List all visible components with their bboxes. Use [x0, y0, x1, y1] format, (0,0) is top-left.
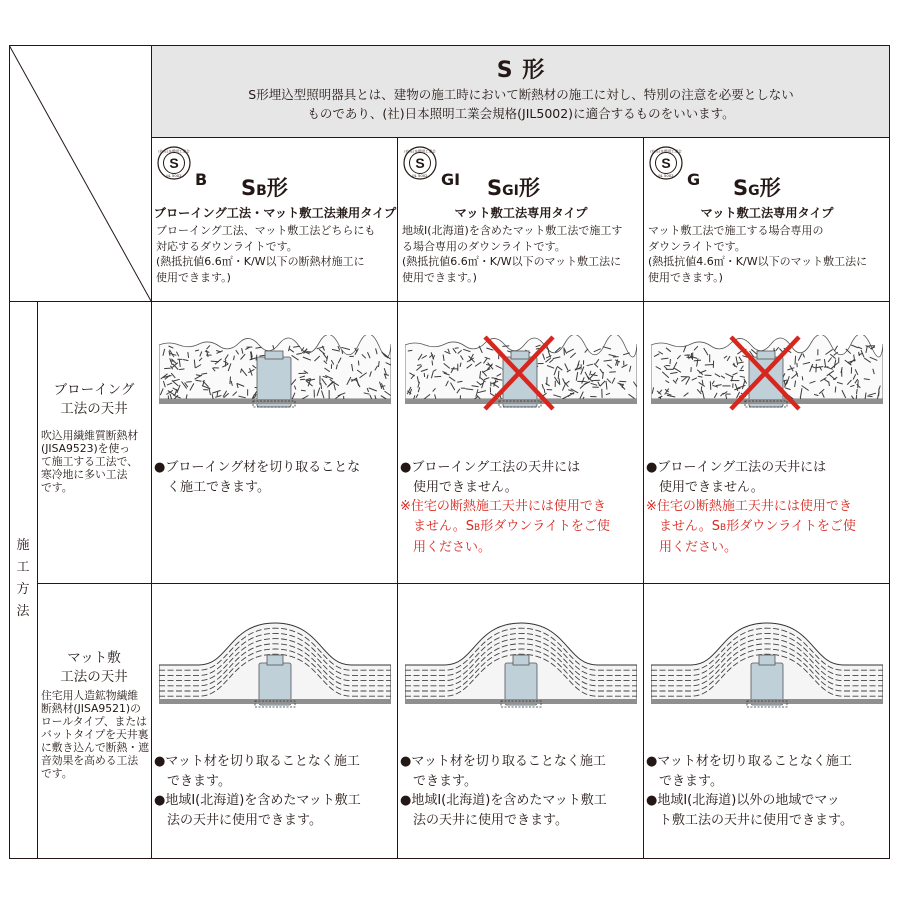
- corner-diagonal: [9, 45, 152, 302]
- svg-text:(社)日本照明工業会: (社)日本照明工業会: [650, 149, 682, 154]
- mat-result-text: ●マット材を切り取ることなく施工 できます。 ●地域Ⅰ(北海道)を含めたマット敷工 法の天井に使用できます。: [154, 754, 361, 828]
- mark-suffix: GI: [441, 170, 461, 189]
- type-title-sg: SG形: [733, 176, 781, 200]
- svg-text:(社)日本照明工業会: (社)日本照明工業会: [404, 149, 436, 154]
- mat-result-text: ●マット材を切り取ることなく施工 できます。 ●地域Ⅰ(北海道)を含めたマット敷工 法の天井に使用できます。: [400, 754, 607, 828]
- blowing-illustration: [651, 335, 883, 419]
- type-description: ブローイング工法、マット敷工法どちらにも 対応するダウンライトです。 (熱抵抗値6.6㎡・K/W以下の断熱材施工に 使用できます。): [156, 224, 376, 284]
- blowing-illustration: [159, 335, 391, 419]
- type-subtitle: マット敷工法専用タイプ: [454, 206, 588, 220]
- s-mark-icon: [403, 146, 437, 180]
- mat-illustration: [159, 619, 391, 723]
- type-subtitle: マット敷工法専用タイプ: [700, 206, 834, 220]
- comparison-table: [9, 45, 890, 859]
- mark-letter: S: [169, 155, 179, 171]
- side-label-construction-method: 施 工 方 法: [16, 538, 30, 619]
- type-description: 地域Ⅰ(北海道)を含めたマット敷工法で施工す る場合専用のダウンライトです。 (熱抵抗値6.6㎡・K/W以下のマット敷工法に 使用できます。): [402, 224, 623, 284]
- mark-letter: S: [661, 155, 671, 171]
- svg-text:(社)日本照明工業会: (社)日本照明工業会: [158, 149, 190, 154]
- mat-illustration: [651, 619, 883, 723]
- svg-text:JIL 5002: JIL 5002: [658, 173, 674, 178]
- header-title: S 形: [496, 58, 546, 83]
- mark-suffix: G: [687, 170, 701, 189]
- type-subtitle: ブローイング工法・マット敷工法兼用タイプ: [153, 206, 397, 220]
- mark-letter: S: [415, 155, 425, 171]
- mat-result-text: ●マット材を切り取ることなく施工 できます。 ●地域Ⅰ(北海道)以外の地域でマッ ト敷工法の天井に使用できます。: [646, 754, 853, 828]
- svg-text:JIL 5002: JIL 5002: [166, 173, 182, 178]
- type-title-sb: SB形: [241, 176, 288, 200]
- type-title-sgi: SGI形: [487, 176, 540, 200]
- header-description: S形埋込型照明器具とは、建物の施工時において断熱材の施工に対し、特別の注意を必要としない ものであり、(社)日本照明工業会規格(JIL5002)に適合するものをいいます。: [248, 87, 794, 121]
- s-mark-icon: [649, 146, 683, 180]
- svg-text:JIL 5002: JIL 5002: [412, 173, 428, 178]
- type-description: マット敷工法で施工する場合専用の ダウンライトです。 (熱抵抗値4.6㎡・K/W以下のマット敷工法に 使用できます。): [648, 224, 868, 284]
- mark-suffix: B: [195, 170, 208, 189]
- blowing-illustration: [405, 335, 637, 419]
- blowing-result-text: ●ブローイング工法の天井には 使用できません。 ※住宅の断熱施工天井には使用でき ません。SB形ダウンライトをご使 用ください。: [400, 460, 610, 555]
- row-note-mat: 住宅用人造鉱物繊維 断熱材(JISA9521)の ロールタイプ、または バットタイプを天井裏 に敷き込んで断熱・遮 音効果を高める工法 です。: [41, 689, 149, 780]
- s-mark-icon: [157, 146, 191, 180]
- row-heading-mat: マット敷 工法の天井: [60, 650, 128, 685]
- row-note-blowing: 吹込用繊維質断熱材 (JISA9523)を使っ て施工する工法で、 寒冷地に多い工法 です。: [41, 429, 139, 494]
- row-heading-blowing: ブローイング 工法の天井: [53, 382, 135, 417]
- blowing-result-text: ●ブローイング工法の天井には 使用できません。 ※住宅の断熱施工天井には使用でき ません。SB形ダウンライトをご使 用ください。: [646, 460, 856, 555]
- blowing-result-text: ●ブローイング材を切り取ることな く施工できます。: [154, 460, 361, 495]
- mat-illustration: [405, 619, 637, 723]
